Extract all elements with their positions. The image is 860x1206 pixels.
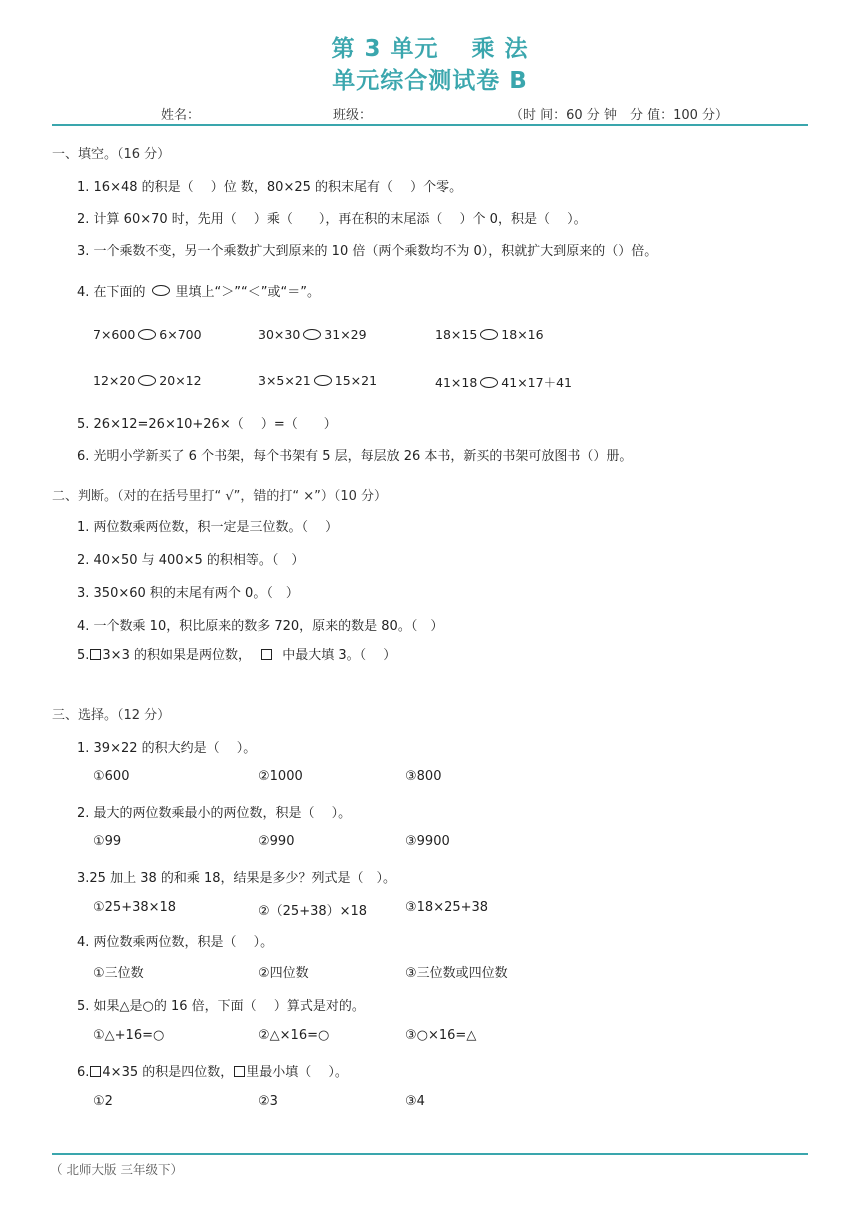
comparison-item: [93, 327, 202, 342]
s1-q4-text: 4. 在下面的: [77, 285, 146, 300]
square-box-icon: [261, 649, 272, 660]
option-a[interactable]: ①三位数: [93, 966, 144, 981]
comparison-left: 3×5×21: [258, 373, 311, 388]
comparison-left: 12×20: [93, 373, 136, 388]
unit-title: 第 3 单元 乘 法: [331, 36, 529, 62]
s2-question-5: [77, 644, 396, 663]
test-title: 单元综合测试卷 B: [332, 68, 528, 94]
square-box-icon: [234, 1066, 245, 1077]
s3-question-2: 2. 最大的两位数乘最小的两位数，积是（ ）。: [77, 806, 352, 821]
name-label: 姓名：: [161, 108, 201, 123]
s3-q6-text: 4×35 的积是四位数，: [102, 1065, 234, 1080]
option-c[interactable]: ③○×16=△: [405, 1028, 477, 1043]
time-score-info: （时 间：60 分 钟 分 值：100 分）: [510, 108, 729, 123]
comparison-item: [93, 373, 202, 388]
option-b[interactable]: ②四位数: [258, 966, 309, 981]
compare-oval-icon[interactable]: [138, 375, 156, 386]
class-label: 班级：: [333, 108, 373, 123]
s1-question-5: 5. 26×12=26×10+26×（ ）=（ ）: [77, 417, 337, 432]
comparison-item: [258, 373, 377, 388]
compare-oval-icon[interactable]: [303, 329, 321, 340]
section1-heading: 一、填空。（16 分）: [52, 147, 171, 162]
comparison-left: 18×15: [435, 327, 478, 342]
option-c[interactable]: ③18×25+38: [405, 900, 489, 915]
s2-question-3: 3. 350×60 积的末尾有两个 0。（ ）: [77, 586, 299, 601]
comparison-left: 30×30: [258, 327, 301, 342]
s3-question-6: [77, 1061, 348, 1080]
s1-q4-tail: 里填上“＞”“＜”或“＝”。: [175, 285, 320, 300]
section3-heading: 三、选择。（12 分）: [52, 708, 171, 723]
option-a[interactable]: ①25+38×18: [93, 900, 177, 915]
s1-question-2: 2. 计算 60×70 时，先用（ ）乘（ ），再在积的末尾添（ ）个 0，积是（ ）。: [77, 212, 587, 227]
comparison-left: 7×600: [93, 327, 136, 342]
s3-q6-tail: 里最小填（ ）。: [246, 1065, 348, 1080]
s3-question-1: 1. 39×22 的积大约是（ ）。: [77, 741, 257, 756]
comparison-left: 41×18: [435, 374, 478, 390]
option-b[interactable]: ②1000: [258, 769, 303, 784]
compare-oval-icon[interactable]: [138, 329, 156, 340]
comparison-right: 31×29: [324, 327, 367, 342]
comparison-item: [258, 327, 367, 342]
footer-divider: [52, 1153, 808, 1155]
option-a[interactable]: ①99: [93, 834, 122, 849]
s1-question-4: [77, 281, 320, 300]
s3-question-5: 5. 如果△是○的 16 倍，下面（ ）算式是对的。: [77, 999, 365, 1014]
comparison-item: [435, 373, 572, 391]
s2-question-1: 1. 两位数乘两位数，积一定是三位数。（ ）: [77, 520, 339, 535]
oval-symbol-icon: [152, 285, 170, 296]
s3-question-3: 3.25 加上 38 的和乘 18，结果是多少？列式是（ ）。: [77, 871, 397, 886]
option-a[interactable]: ①△+16=○: [93, 1028, 165, 1043]
s1-question-3: 3. 一个乘数不变，另一个乘数扩大到原来的 10 倍（两个乘数均不为 0），积就扩大到原来的（）倍。: [77, 244, 658, 259]
s1-question-1: 1. 16×48 的积是（ ）位 数，80×25 的积末尾有（ ）个零。: [77, 180, 463, 195]
comparison-item: [435, 327, 544, 342]
square-box-icon: [90, 649, 101, 660]
comparison-right: 15×21: [334, 373, 378, 388]
option-b[interactable]: ②3: [258, 1094, 278, 1109]
comparison-right: 41×17＋41: [501, 375, 572, 390]
option-b[interactable]: ②（25+38）×18: [258, 904, 368, 919]
compare-oval-icon[interactable]: [480, 377, 498, 388]
option-b[interactable]: ②△×16=○: [258, 1028, 330, 1043]
option-a[interactable]: ①2: [93, 1094, 113, 1109]
s2-question-2: 2. 40×50 与 400×5 的积相等。（ ）: [77, 553, 305, 568]
option-b[interactable]: ②990: [258, 834, 295, 849]
s2-q5-tail: 中最大填 3。（ ）: [282, 648, 397, 663]
option-c[interactable]: ③800: [405, 769, 442, 784]
option-a[interactable]: ①600: [93, 769, 130, 784]
comparison-right: 18×16: [501, 327, 544, 342]
footer-edition: （ 北师大版 三年级下）: [50, 1162, 183, 1177]
s3-q6-number: 6.: [77, 1065, 90, 1080]
option-c[interactable]: ③三位数或四位数: [405, 966, 508, 981]
square-box-icon: [90, 1066, 101, 1077]
option-c[interactable]: ③9900: [405, 834, 450, 849]
header-divider: [52, 124, 808, 126]
s3-question-4: 4. 两位数乘两位数，积是（ ）。: [77, 935, 274, 950]
s2-q5-text: 3×3 的积如果是两位数，: [102, 648, 251, 663]
compare-oval-icon[interactable]: [314, 375, 332, 386]
section2-heading: 二、判断。（对的在括号里打“ √”，错的打“ ×”）（10 分）: [52, 489, 388, 504]
comparison-right: 20×12: [159, 373, 202, 388]
s1-question-6: 6. 光明小学新买了 6 个书架，每个书架有 5 层，每层放 26 本书，新买的书架可放图书（）册。: [77, 449, 633, 464]
s2-q5-number: 5.: [77, 648, 90, 663]
compare-oval-icon[interactable]: [480, 329, 498, 340]
comparison-right: 6×700: [159, 327, 202, 342]
s2-question-4: 4. 一个数乘 10，积比原来的数多 720，原来的数是 80。（ ）: [77, 619, 444, 634]
option-c[interactable]: ③4: [405, 1094, 425, 1109]
